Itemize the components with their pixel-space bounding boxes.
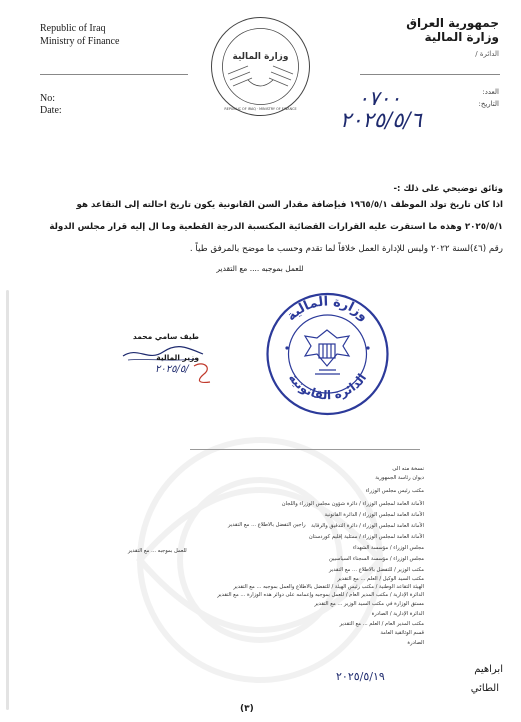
cc-item: قسم الوثائقية العامة: [380, 630, 424, 636]
ministry-logo: [208, 14, 313, 119]
official-stamp: [265, 290, 390, 418]
header-ar-line2: وزارة المالية: [424, 30, 499, 44]
header-en-line1: Republic of Iraq: [40, 23, 106, 34]
cc-item: الأمانة العامة لمجلس الوزراء / الدائرة القانونية: [324, 512, 424, 518]
header-en-line2: Ministry of Finance: [40, 36, 120, 47]
body-line3: رقم (٤٦)لسنة ٢٠٢٢ وليس للإدارة العمل خلافاً لما تقدم وحسب ما موضح بالمرفق طياً .: [189, 244, 503, 254]
cc-item: ديوان رئاسة الجمهورية: [375, 475, 424, 481]
footer-sign-name2: الطائي: [470, 683, 499, 694]
header-left-rule: [40, 74, 188, 75]
logo-ring-text: REPUBLIC OF IRAQ · MINISTRY OF FINANCE: [224, 107, 297, 111]
ar-no-label: العدد:: [482, 88, 499, 96]
header-ar-dept: الدائرة /: [475, 50, 499, 58]
cc-heading: نسخة منه الى: [392, 466, 424, 472]
no-value: ٠٧٠٠: [358, 86, 401, 110]
cc-item: الأمانة العامة لمجلس الوزراء / دائرة التدقيق والرقابة: [311, 523, 424, 529]
page-number: (٣): [240, 704, 254, 714]
ar-date-label: التاريخ:: [478, 100, 499, 108]
header-right-rule: [360, 74, 500, 75]
cc-divider: [190, 449, 420, 450]
signature-title: وزير المالية: [156, 353, 199, 362]
cc-item: مجلس الوزراء / مؤسسة السجناء السياسيين: [328, 556, 424, 562]
cc-item: مستق الوزارة في مكتب السيد الوزير ... مع التقدير: [314, 601, 424, 607]
cc-item: الهيئة التقاعد الوطنية / مكتب رئيس الهيئة / للتفضل بالاطلاع والعمل بموجبه ... مع التقدير: [233, 584, 424, 590]
cc-item: الصادرة: [407, 640, 424, 646]
svg-text:الدائرة القانونية: [286, 371, 369, 402]
body-closing: للعمل بموجبه .... مع التقدير: [216, 264, 304, 273]
logo-text: وزارة المالية: [232, 52, 289, 62]
cc-item: مجلس الوزراء / مؤسسة الشهداء: [352, 545, 424, 551]
date-label: Date:: [40, 105, 62, 116]
signature-date: ٢٠٢٥/٥/: [155, 364, 189, 375]
svg-text:وزارة المالية: [284, 294, 371, 324]
stamp-top-text: وزارة المالية: [283, 294, 372, 325]
body-heading: وثائق توضيحي على ذلك :-: [393, 184, 503, 194]
stamp-bottom-text: الدائرة القانونية: [285, 370, 370, 403]
cc-item: مكتب رئيس مجلس الوزراء: [365, 488, 424, 494]
header-ar-line1: جمهورية العراق: [406, 16, 499, 30]
cc-item: مكتب المدير العام / العلم ... مع التقدير: [339, 621, 424, 627]
no-label: No:: [40, 93, 55, 104]
footer-sign-name1: ابراهيم: [474, 664, 503, 675]
body-line2: ٢٠٢٥/٥/١ وهذه ما استقرت عليه القرارات القضائية المكتسبة الدرجة القطعية وما ال إليه قرار مجلس الدولة: [49, 222, 503, 232]
signature-mark: [190, 360, 218, 386]
cc-item: الدائرة الإدارية / مكتب المدير العام / للعمل بموجبه وإعمامه على دوائر هذه الوزارة ... مع التقدير: [217, 592, 424, 598]
date-value: ٢٠٢٥/٥/٦: [340, 108, 422, 132]
cc-margin-note: للعمل بموجبه ... مع التقدير: [128, 548, 187, 554]
cc-margin-note: راجين التفضل بالاطلاع ... مع التقدير: [228, 522, 306, 528]
left-scrollbar[interactable]: [6, 290, 9, 710]
cc-item: مكتب الوزير / للتفضل بالاطلاع ... مع التقدير: [328, 567, 424, 573]
cc-item: الدائرة الإدارية / الصادرة: [371, 611, 424, 617]
cc-item: مكتب السيد الوكيل / العلم ... مع التقدير: [337, 576, 424, 582]
body-line1: اذا كان تاريخ تولد الموظف ١٩٦٥/٥/١ فبإضافة مقدار السن القانونية يكون تاريخ احالته إلى التقاعد هو: [76, 200, 503, 210]
footer-sign-date: ٢٠٢٥/٥/١٩: [336, 670, 385, 683]
cc-item: الأمانة العامة لمجلس الوزراء / ممثلية إقليم كوردستان: [308, 534, 424, 540]
signature-name: طيف سامي محمد: [132, 332, 199, 341]
cc-item: الأمانة العامة لمجلس الوزراء / دائرة شؤون مجلس الوزراء واللجان: [281, 501, 424, 507]
